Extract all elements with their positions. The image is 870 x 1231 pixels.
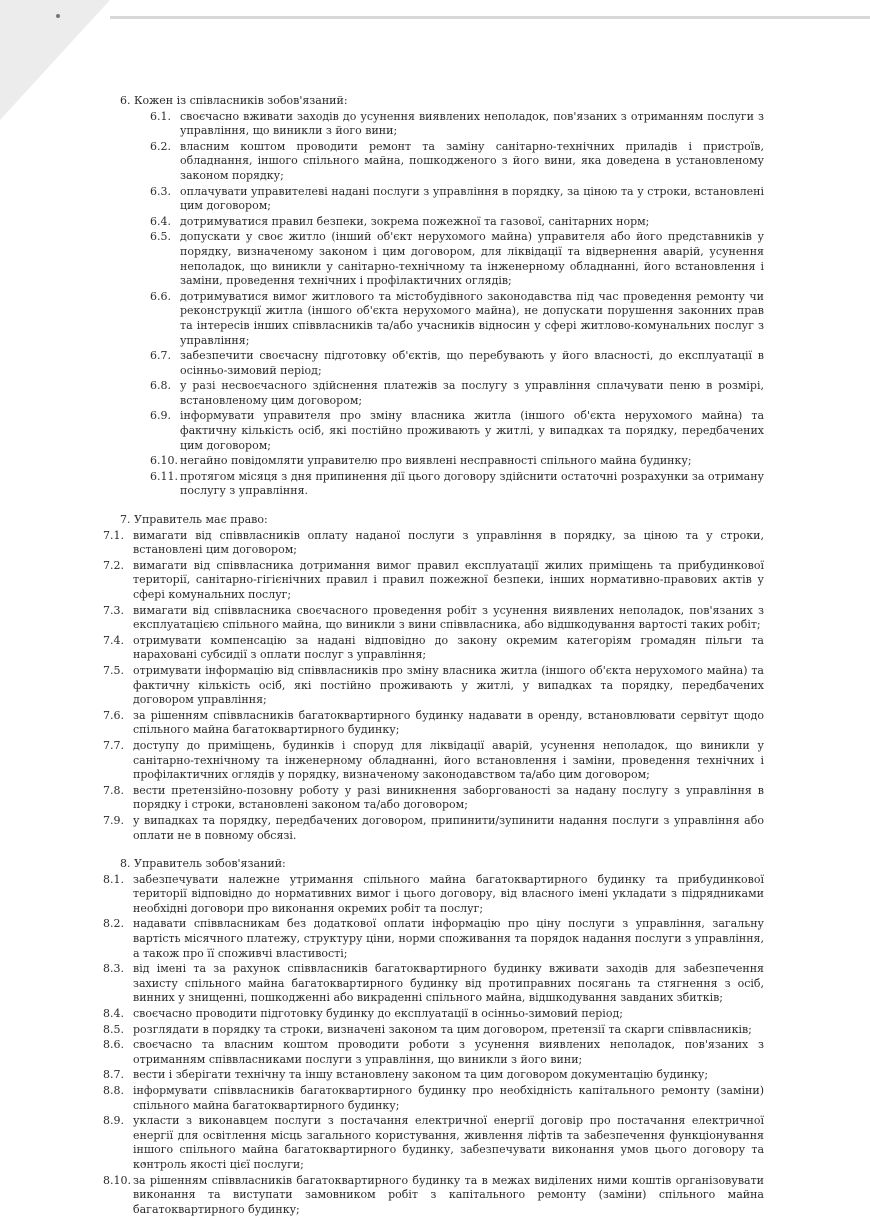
item-text: забезпечити своєчасну підготовку об'єктів, що перебувають у його власності, до експлуатації в осінньо-зимовий період; xyxy=(180,349,764,377)
item-text: вимагати від співвласників оплату наданої послуги з управління в порядку, за ціною та у строки, встановлені цим договором; xyxy=(133,528,764,557)
item-text: за рішенням співвласників багатоквартирного будинку надавати в оренду, встановлювати сервітут щодо спільного майна багатоквартирного будинку; xyxy=(133,708,764,737)
item-text: отримувати інформацію від співвласників про зміну власника житла (іншого об'єкта нерухомого майна) та фактичну кількість осіб, які постійно проживають у житлі, у випадках та порядку, передбачених договором управління; xyxy=(133,663,764,707)
item-number: 7.9. xyxy=(103,813,124,827)
item-text: дотримуватися вимог житлового та містобудівного законодавства під час проведення ремонту чи реконструкції житла (іншого об'єкта нерухомого майна), не допускати порушення законних прав та інтересів інших співвласників та/або учасників відносин у сфері житлово-комунальних послуг з управління; xyxy=(180,289,764,347)
item-number: 8.1. xyxy=(103,872,124,886)
item-number: 6.3. xyxy=(150,184,171,198)
list-item xyxy=(103,709,764,738)
item-number: 6.2. xyxy=(150,139,171,153)
list-item xyxy=(103,1084,764,1113)
item-number: 6.6. xyxy=(150,289,171,303)
item-number: 7.1. xyxy=(103,528,124,542)
item-number: 8.5. xyxy=(103,1022,124,1036)
list-item xyxy=(108,110,764,139)
item-text: своєчасно та власним коштом проводити роботи з усунення виявлених неполадок, пов'язаних з отриманням співвласниками послуги з управління, що виникли з його вини; xyxy=(133,1038,764,1066)
item-number: 6.9. xyxy=(150,409,171,423)
item-text: за рішенням співвласників багатоквартирного будинку та в межах виділених ними коштів організовувати виконання та виступати замовником робіт з капітального ремонту (заміни) спільного майна багатоквартирного будинку; xyxy=(133,1173,764,1216)
list-item xyxy=(108,230,764,288)
item-text: вимагати від співвласника дотримання вимог правил експлуатації жилих приміщень та прибудинкової території, санітарно-гігієнічних правил і правил пожежної безпеки, інших нормативно-правових актів у сфері комунальних послуг; xyxy=(133,558,764,601)
item-number: 6.4. xyxy=(150,214,171,228)
item-number: 7.8. xyxy=(103,783,124,797)
item-text: укласти з виконавцем послуги з постачання електричної енергії договір про постачання електричної енергії для освітлення місць загального користування, живлення ліфтів та забезпечення функціонування іншого спільного майна багатоквартирного будинку, забезпечувати виконання умов цього договору та контроль якості цієї послуги; xyxy=(133,1114,764,1171)
list-item xyxy=(103,664,764,708)
item-text: розглядати в порядку та строки, визначені законом та цим договором, претензії та скарги співвласників; xyxy=(133,1022,752,1036)
list-item xyxy=(103,814,764,843)
item-text: вимагати від співвласника своєчасного проведення робіт з усунення виявлених неполадок, пов'язаних з експлуатацією спільного майна, що виникли з вини співвласника, або відшкодування вартості таких робіт; xyxy=(133,603,764,632)
list-item xyxy=(108,409,764,453)
list-item xyxy=(108,290,764,348)
item-text: дотримуватися правил безпеки, зокрема пожежної та газової, санітарних норм; xyxy=(180,214,650,228)
scan-speck xyxy=(56,14,60,18)
item-number: 6.1. xyxy=(150,109,171,123)
section-6 xyxy=(108,94,764,499)
section-heading: 7. Управитель має право: xyxy=(120,513,268,527)
list-item xyxy=(103,634,764,663)
item-text: протягом місяця з дня припинення дії цього договору здійснити остаточні розрахунки за отриману послугу з управління. xyxy=(180,469,764,498)
item-number: 8.8. xyxy=(103,1084,124,1097)
item-number: 8.10. xyxy=(103,1173,131,1187)
section-8 xyxy=(103,857,764,1217)
list-item xyxy=(103,1038,764,1067)
document-body xyxy=(103,94,764,1231)
item-number: 8.6. xyxy=(103,1038,124,1052)
list-item xyxy=(103,873,764,917)
item-number: 8.7. xyxy=(103,1068,124,1082)
item-number: 7.5. xyxy=(103,663,124,677)
list-item xyxy=(108,470,764,499)
section-heading: 6. Кожен із співласників зобов'язаний: xyxy=(120,94,348,107)
scan-folded-corner xyxy=(0,0,110,120)
list-item xyxy=(108,349,764,378)
item-text: інформувати співвласників багатоквартирного будинку про необхідність капітального ремонту (заміни) спільного майна багатоквартирного будинку; xyxy=(133,1084,764,1112)
item-text: власним коштом проводити ремонт та заміну санітарно-технічних приладів і пристроїв, обладнання, іншого спільного майна, пошкодженого з його вини, яка доведена в установленому законом порядку; xyxy=(180,139,764,182)
list-item xyxy=(103,917,764,961)
item-text: забезпечувати належне утримання спільного майна багатоквартирного будинку та прибудинкової території відповідно до нормативних вимог і цього договору, від власного імені укладати з підрядниками необхідні договори про виконання окремих робіт та послуг; xyxy=(133,872,764,915)
item-number: 6.8. xyxy=(150,379,171,393)
item-text: оплачувати управителеві надані послуги з управління в порядку, за ціною та у строки, встановлені цим договором; xyxy=(180,184,764,213)
list-item xyxy=(103,784,764,813)
item-number: 6.10. xyxy=(150,454,178,468)
item-number: 7.6. xyxy=(103,708,124,722)
list-item xyxy=(103,739,764,783)
list-item xyxy=(108,140,764,184)
item-number: 7.2. xyxy=(103,558,124,572)
item-text: надавати співвласникам без додаткової оплати інформацію про ціну послуги з управління, загальну вартість місячного платежу, структуру ціни, норми споживання та порядок надання послуги з управління, а також про її споживчі властивості; xyxy=(133,917,764,960)
item-text: інформувати управителя про зміну власника житла (іншого об'єкта нерухомого майна) та фактичну кількість осіб, які постійно проживають у житлі, у випадках та порядку, передбачених цим договором; xyxy=(180,409,764,452)
list-item xyxy=(103,559,764,603)
list-item xyxy=(103,962,764,1006)
list-item xyxy=(103,1114,764,1172)
item-number: 8.2. xyxy=(103,917,124,931)
list-item xyxy=(103,1023,764,1038)
item-number: 6.5. xyxy=(150,230,171,244)
item-text: у випадках та порядку, передбачених договором, припинити/зупинити надання послуги з управління або оплати не в повному обсязі. xyxy=(133,813,764,842)
item-text: отримувати компенсацію за надані відповідно до закону окремим категоріям громадян пільги та нараховані субсидії з оплати послуг з управління; xyxy=(133,633,764,662)
list-item xyxy=(108,454,764,469)
scan-top-edge xyxy=(110,16,870,19)
item-number: 7.7. xyxy=(103,738,124,752)
list-item xyxy=(103,529,764,558)
section-7 xyxy=(103,513,764,843)
item-number: 8.4. xyxy=(103,1007,124,1021)
item-number: 8.3. xyxy=(103,962,124,976)
item-text: допускати у своє житло (інший об'єкт нерухомого майна) управителя або його представників у порядку, визначеному законом і цим договором, для ліквідації та відвернення аварій, усунення неполадок, що виникли у санітарно-технічному та інженерному обладнанні, його встановлення і заміни, проведення технічних і профілактичних оглядів; xyxy=(180,230,764,288)
item-text: вести і зберігати технічну та іншу встановлену законом та цим договором документацію будинку; xyxy=(133,1068,709,1082)
item-text: своєчасно вживати заходів до усунення виявлених неполадок, пов'язаних з отриманням послуги з управління, що виникли з його вини; xyxy=(180,109,764,138)
list-item xyxy=(108,185,764,214)
item-text: негайно повідомляти управителю про виявлені несправності спільного майна будинку; xyxy=(180,454,692,468)
item-number: 7.3. xyxy=(103,603,124,617)
list-item xyxy=(103,1068,764,1083)
item-number: 8.9. xyxy=(103,1114,124,1128)
section-heading: 8. Управитель зобов'язаний: xyxy=(120,857,286,871)
list-item xyxy=(103,604,764,633)
list-item xyxy=(103,1174,764,1218)
item-text: вести претензійно-позовну роботу у разі виникнення заборгованості за надану послугу з управління в порядку і строки, встановлені законом та/або договором; xyxy=(133,783,764,812)
item-text: від імені та за рахунок співвласників багатоквартирного будинку вживати заходів для забезпечення захисту спільного майна багатоквартирного будинку від протиправних посягань та стягнення з осіб, винних у знищенні, пошкодженні або викраденні спільного майна, відшкодування завданих збитків; xyxy=(133,962,764,1005)
item-text: у разі несвоєчасного здійснення платежів за послугу з управління сплачувати пеню в розмірі, встановленому цим договором; xyxy=(180,379,764,407)
list-item xyxy=(108,379,764,408)
item-text: своєчасно проводити підготовку будинку до експлуатації в осінньо-зимовий період; xyxy=(133,1007,623,1021)
item-number: 6.7. xyxy=(150,349,171,363)
list-item xyxy=(108,215,764,230)
list-item xyxy=(103,1007,764,1022)
item-number: 6.11. xyxy=(150,469,178,483)
item-number: 7.4. xyxy=(103,633,124,647)
item-text: доступу до приміщень, будинків і споруд для ліквідації аварій, усунення неполадок, що виникли у санітарно-технічному та інженерному обладнанні, його встановлення і заміни, проведення технічних і профілактичних оглядів у порядку, визначеному законодавством та/або цим договором; xyxy=(133,738,764,782)
